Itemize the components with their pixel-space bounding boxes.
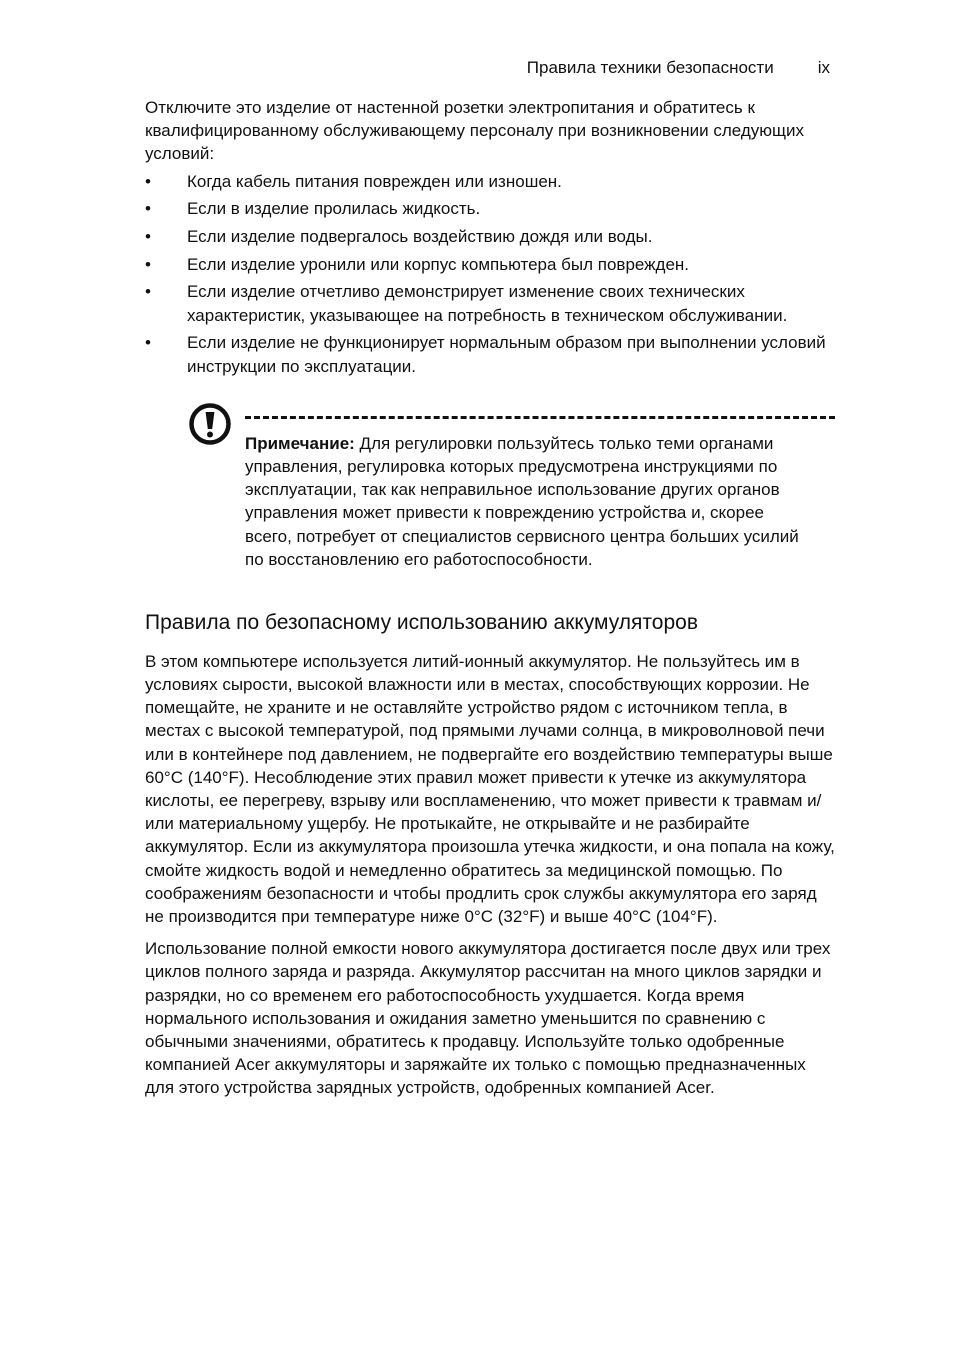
battery-paragraph-1: В этом компьютере используется литий-ионный аккумулятор. Не пользуйтесь им в условиях сырости, высокой влажности или в местах, способствующих коррозии. Не помещайте, не храните и не оставляйте устройство рядом с источником тепла, в местах с высокой температурой, под прямыми лучами солнца, в микроволновой печи или в контейнере под давлением, не подвергайте его воздействию температуры выше 60°C (140°F). Несоблюдение этих правил может привести к утечке из аккумулятора кислоты, ее перегреву, взрыву или воспламенению, что может привести к травмам и/или материальному ущербу. Не протыкайте, не открывайте и не разбирайте аккумулятор. Если из аккумулятора произошла утечка жидкости, и она попала на кожу, смойте жидкость водой и немедленно обратитесь за медицинской помощью. По соображениям безопасности и чтобы продлить срок службы аккумулятора его заряд не производится при температуре ниже 0°C (32°F) и выше 40°C (104°F). xyxy=(145,651,835,926)
exclamation-circle-icon xyxy=(188,402,232,446)
section-title: Правила техники безопасности xyxy=(526,58,774,77)
note-box xyxy=(145,398,835,610)
conditions-list xyxy=(145,170,835,378)
note-label: Примечание: xyxy=(245,433,355,453)
list-item: • Если изделие не функционирует нормальным образом при выполнении условий инструкции по эксплуатации. xyxy=(145,333,826,376)
bullet-icon: • xyxy=(145,254,151,274)
bullet-icon: • xyxy=(145,199,151,219)
list-item: • Если изделие уронили или корпус компьютера был поврежден. xyxy=(145,253,835,276)
list-item: • Когда кабель питания поврежден или изношен. xyxy=(145,170,835,193)
list-item: • Если изделие отчетливо демонстрирует изменение своих технических характеристик, указывающее на потребность в техническом обслуживании. xyxy=(145,282,788,325)
note-text xyxy=(245,432,805,571)
note-body: Для регулировки пользуйтесь только теми органами управления, регулировка которых предусмотрена инструкциями по эксплуатации, так как неправильное использование других органов управления может привести к повреждению устройства и, скорее всего, потребует от специалистов сервисного центра больших усилий по восстановлению его работоспособности. xyxy=(245,433,799,569)
list-item: • Если в изделие пролилась жидкость. xyxy=(145,197,835,220)
bullet-icon: • xyxy=(145,333,151,353)
note-divider xyxy=(245,416,835,419)
bullet-icon: • xyxy=(145,282,151,302)
battery-paragraph-2: Использование полной емкости нового аккумулятора достигается после двух или трех циклов полного заряда и разряда. Аккумулятор рассчитан на много циклов зарядки и разрядки, но со временем его работоспособность ухудшается. Когда время нормального использования и ожидания заметно уменьшится по сравнению с обычными значениями, обратитесь к продавцу. Используйте только одобренные компанией Acer аккумуляторы и заряжайте их только с помощью предназначенных для этого устройства зарядных устройств, одобренных компанией Acer. xyxy=(145,939,831,1098)
page-number: ix xyxy=(817,58,830,77)
page-header xyxy=(527,57,830,79)
list-item: • Если изделие подвергалось воздействию дождя или воды. xyxy=(145,225,835,248)
intro-paragraph: Отключите это изделие от настенной розетки электропитания и обратитесь к квалифицированному обслуживающему персоналу при возникновении следующих условий: xyxy=(145,98,805,164)
battery-section-heading: Правила по безопасному использованию аккумуляторов xyxy=(145,610,698,634)
bullet-icon: • xyxy=(145,171,151,191)
page-content xyxy=(145,96,835,1100)
bullet-icon: • xyxy=(145,227,151,247)
